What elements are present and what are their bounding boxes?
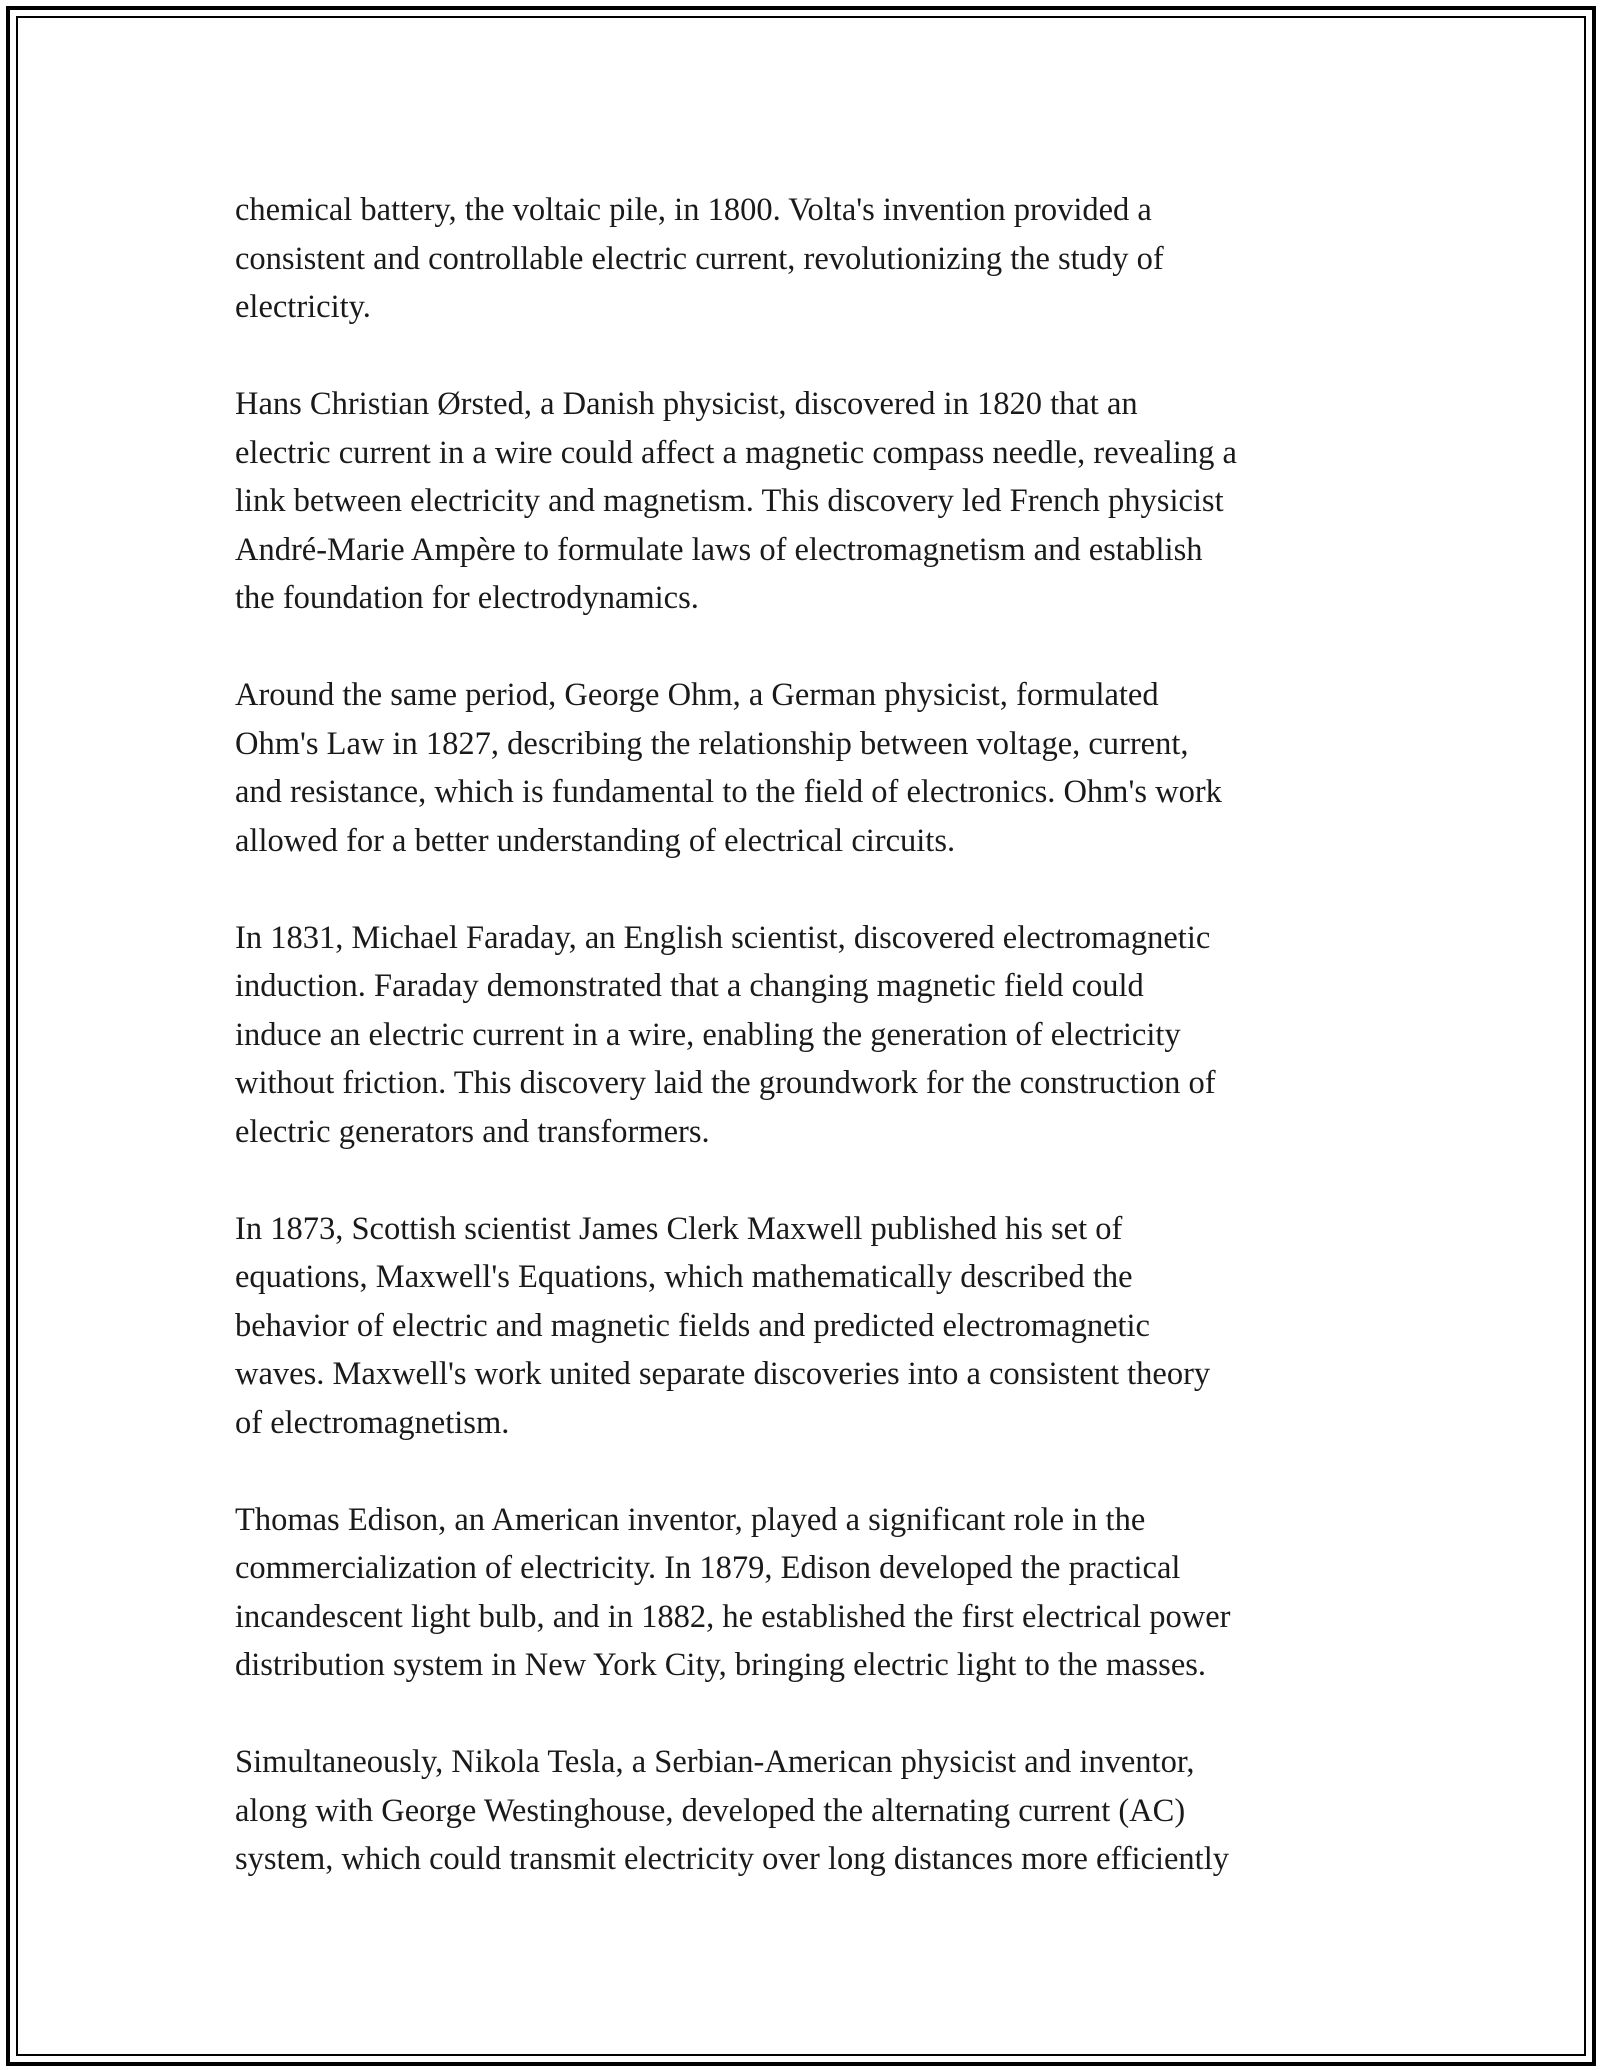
paragraph-volta	[235, 186, 1385, 332]
text-line: induction. Faraday demonstrated that a changing magnetic field could	[235, 968, 1144, 1004]
text-line: Around the same period, George Ohm, a German physicist, formulated	[235, 677, 1159, 713]
text-line: allowed for a better understanding of electrical circuits.	[235, 822, 956, 859]
paragraph-tesla	[235, 1738, 1385, 1884]
paragraph-edison	[235, 1496, 1385, 1690]
text-line: electric generators and transformers.	[235, 1113, 710, 1150]
text-line: electricity.	[235, 289, 371, 325]
text-line: distribution system in New York City, bringing electric light to the masses.	[235, 1647, 1207, 1683]
text-line: equations, Maxwell's Equations, which mathematically described the	[235, 1259, 1133, 1295]
text-line: chemical battery, the voltaic pile, in 1800. Volta's invention provided a	[235, 192, 1152, 228]
text-line: and resistance, which is fundamental to the field of electronics. Ohm's work	[235, 774, 1222, 810]
document-body	[235, 186, 1385, 1932]
text-line: along with George Westinghouse, developed the alternating current (AC)	[235, 1792, 1186, 1829]
text-line: Simultaneously, Nikola Tesla, a Serbian-American physicist and inventor,	[235, 1744, 1195, 1780]
text-line: system, which could transmit electricity over long distances more efficiently	[235, 1841, 1229, 1877]
text-line: consistent and controllable electric current, revolutionizing the study of	[235, 240, 1164, 277]
paragraph-orsted	[235, 380, 1385, 623]
text-line: link between electricity and magnetism. This discovery led French physicist	[235, 483, 1224, 519]
text-line: the foundation for electrodynamics.	[235, 580, 699, 616]
text-line: In 1873, Scottish scientist James Clerk Maxwell published his set of	[235, 1210, 1123, 1247]
text-line: incandescent light bulb, and in 1882, he established the first electrical power	[235, 1598, 1231, 1635]
text-line: waves. Maxwell's work united separate discoveries into a consistent theory	[235, 1356, 1211, 1392]
text-line: Hans Christian Ørsted, a Danish physicist, discovered in 1820 that an	[235, 386, 1138, 422]
text-line: In 1831, Michael Faraday, an English scientist, discovered electromagnetic	[235, 919, 1211, 956]
text-line: Thomas Edison, an American inventor, played a significant role in the	[235, 1501, 1146, 1538]
text-line: electric current in a wire could affect a magnetic compass needle, revealing a	[235, 434, 1237, 471]
text-line: commercialization of electricity. In 1879, Edison developed the practical	[235, 1550, 1181, 1586]
paragraph-maxwell	[235, 1205, 1385, 1448]
paragraph-ohm	[235, 671, 1385, 865]
text-line: without friction. This discovery laid the groundwork for the construction of	[235, 1065, 1216, 1101]
text-line: induce an electric current in a wire, enabling the generation of electricity	[235, 1016, 1181, 1053]
text-line: André-Marie Ampère to formulate laws of electromagnetism and establish	[235, 531, 1203, 568]
text-line: Ohm's Law in 1827, describing the relationship between voltage, current,	[235, 725, 1189, 762]
paragraph-faraday	[235, 914, 1385, 1157]
text-line: behavior of electric and magnetic fields and predicted electromagnetic	[235, 1307, 1150, 1344]
text-line: of electromagnetism.	[235, 1404, 510, 1441]
